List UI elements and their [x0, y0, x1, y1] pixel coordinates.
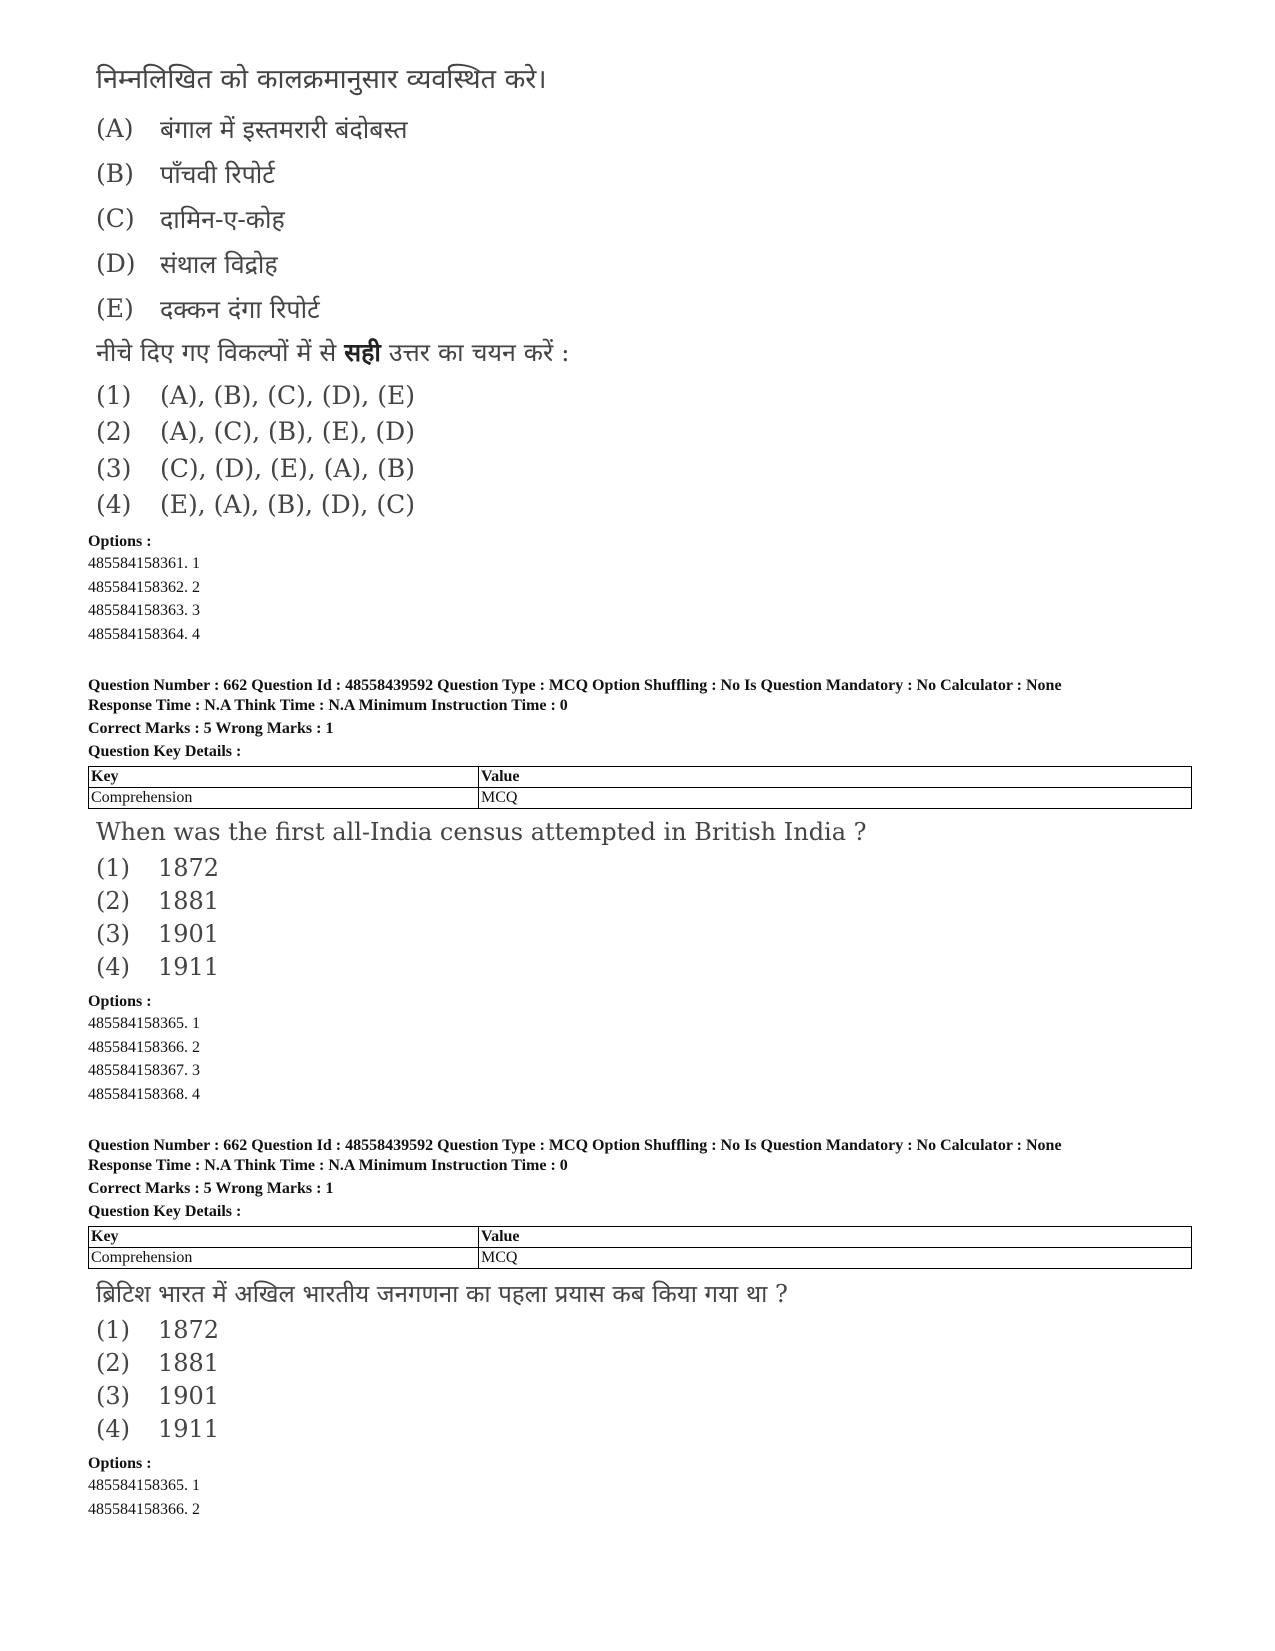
option-item: 485584158367. 3 [88, 1062, 200, 1079]
answer-choice: (2) (A), (C), (B), (E), (D) [96, 417, 415, 447]
question-meta-line: Response Time : N.A Think Time : N.A Minimum Instruction Time : 0 [88, 1157, 568, 1174]
table-header-row [89, 767, 1192, 788]
answer-choice: (2) 1881 [96, 886, 220, 915]
key-value-table [88, 766, 1192, 809]
list-item: (E) दक्कन दंगा रिपोर्ट [96, 294, 320, 324]
list-item: (A) बंगाल में इस्तमरारी बंदोबस्त [96, 114, 408, 144]
options-label: Options : [88, 1455, 152, 1472]
list-item: (D) संथाल विद्रोह [96, 249, 278, 279]
option-item: 485584158365. 1 [88, 1477, 200, 1494]
question-text: ब्रिटिश भारत में अखिल भारतीय जनगणना का पहला प्रयास कब किया गया था ? [96, 1280, 788, 1308]
answer-instruction: नीचे दिए गए विकल्पों में से सही उत्तर का चयन करें : [96, 338, 570, 367]
question-block-census-hi [88, 1136, 1188, 1521]
marks-line: Correct Marks : 5 Wrong Marks : 1 [88, 1180, 334, 1197]
option-item: 485584158368. 4 [88, 1085, 200, 1103]
option-item: 485584158364. 4 [88, 625, 200, 643]
marks-line: Correct Marks : 5 Wrong Marks : 1 [88, 720, 334, 737]
answer-choice: (3) (C), (D), (E), (A), (B) [96, 453, 415, 483]
question-image-census-hi [88, 1277, 1188, 1445]
key-value-table [88, 1226, 1192, 1269]
list-item: (C) दामिन-ए-कोह [96, 204, 285, 234]
option-item: 485584158366. 2 [88, 1500, 200, 1518]
question-meta-line: Response Time : N.A Think Time : N.A Minimum Instruction Time : 0 [88, 697, 568, 714]
options-label: Options : [88, 533, 152, 550]
answer-choice: (4) (E), (A), (B), (D), (C) [96, 490, 415, 520]
answer-choice: (2) 1881 [96, 1348, 220, 1377]
option-item: 485584158366. 2 [88, 1038, 200, 1056]
answer-choice: (4) 1911 [96, 1414, 220, 1443]
table-cell: Comprehension [89, 1248, 479, 1269]
table-row [89, 1248, 1192, 1269]
option-item: 485584158365. 1 [88, 1015, 200, 1032]
table-header-cell: Key [89, 767, 479, 788]
question-text: When was the first all-India census attempted in British India ? [96, 818, 867, 846]
question-image-hindi-chronology [88, 60, 1188, 523]
table-header-cell: Value [479, 767, 1192, 788]
key-details-label: Question Key Details : [88, 743, 242, 760]
answer-choice: (3) 1901 [96, 1381, 220, 1410]
answer-choice: (3) 1901 [96, 919, 220, 948]
question-title: निम्नलिखित को कालक्रमानुसार व्यवस्थित करे। [96, 64, 547, 95]
answer-choice: (4) 1911 [96, 952, 220, 981]
options-label: Options : [88, 993, 152, 1010]
key-details-label: Question Key Details : [88, 1203, 242, 1220]
document-page [88, 60, 1188, 1521]
table-header-cell: Value [479, 1227, 1192, 1248]
table-cell: Comprehension [89, 788, 479, 809]
table-header-row [89, 1227, 1192, 1248]
table-header-cell: Key [89, 1227, 479, 1248]
answer-choice: (1) (A), (B), (C), (D), (E) [96, 380, 415, 410]
question-meta-line: Question Number : 662 Question Id : 48558439592 Question Type : MCQ Option Shuffling : No Is Question Mandatory : No Calculator : None [88, 1137, 1062, 1154]
answer-choice: (1) 1872 [96, 853, 220, 882]
table-row [89, 788, 1192, 809]
answer-choice: (1) 1872 [96, 1315, 220, 1344]
table-cell: MCQ [479, 1248, 1192, 1269]
table-cell: MCQ [479, 788, 1192, 809]
list-item: (B) पाँचवी रिपोर्ट [96, 159, 275, 189]
question-block-chronology [88, 60, 1188, 646]
question-meta-line: Question Number : 662 Question Id : 48558439592 Question Type : MCQ Option Shuffling : No Is Question Mandatory : No Calculator : None [88, 677, 1062, 694]
option-item: 485584158363. 3 [88, 602, 200, 619]
option-item: 485584158362. 2 [88, 578, 200, 596]
question-block-census-en [88, 676, 1188, 1106]
question-image-census-en [88, 815, 1188, 983]
option-item: 485584158361. 1 [88, 555, 200, 572]
